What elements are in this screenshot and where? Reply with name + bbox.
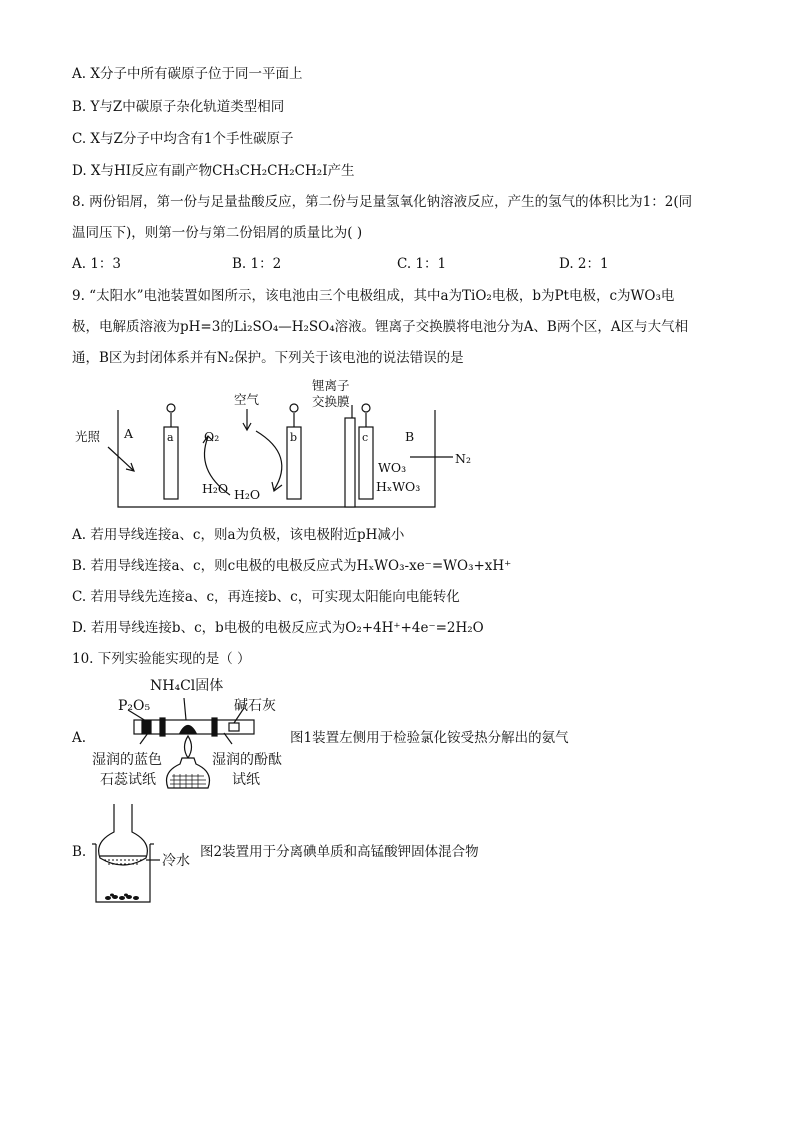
label-n2: N₂ (455, 451, 471, 466)
label-hxwo3: HₓWO₃ (376, 479, 421, 494)
figure-1-nh4cl-apparatus (84, 672, 284, 802)
label-electrode-c: c (362, 431, 369, 444)
q10-option-b-letter: B. (72, 844, 87, 860)
label-light: 光照 (75, 429, 101, 444)
q8-option-c: C. 1：1 (397, 256, 447, 272)
label-electrode-b: b (290, 431, 298, 444)
alcohol-lamp (167, 758, 210, 788)
label-zone-a: A (124, 426, 134, 441)
flame (185, 736, 192, 758)
nh4cl-pointer (184, 698, 186, 720)
q8-option-b: B. 1：2 (232, 256, 282, 272)
label-wo3: WO₃ (378, 460, 407, 475)
cycle-arrow-right-head (272, 482, 282, 491)
label-blue-paper-1: 湿润的蓝色 (92, 752, 162, 768)
q8-stem-line1: 8. 两份铝屑，第一份与足量盐酸反应，第二份与足量氢氧化钠溶液反应，产生的氢气的体积比为1：2(同 (72, 194, 693, 210)
q9-stem-line1: 9. “太阳水”电池装置如图所示，该电池由三个电极组成，其中a为TiO₂电极，b为Pt电极，c为WO₃电 (72, 288, 675, 304)
sodalime-plug (229, 723, 239, 731)
q7-option-a: A. X分子中所有碳原子位于同一平面上 (72, 66, 303, 82)
q9-option-c: C. 若用导线先连接a、c，再连接b、c，可实现太阳能向电能转化 (72, 589, 460, 605)
q10-option-a-desc: 图1装置左侧用于检验氯化铵受热分解出的氨气 (290, 730, 569, 746)
label-membrane-1: 锂离子 (312, 378, 350, 393)
electrode-b-terminal (290, 404, 298, 412)
figure-2-sublimation-apparatus (90, 802, 200, 906)
label-zone-b: B (405, 429, 415, 444)
q8-stem-line2: 温同压下)，则第一份与第二份铝屑的质量比为( ) (72, 225, 363, 241)
phenol-paper-pointer (224, 733, 232, 744)
label-p2o5: P₂O₅ (118, 698, 151, 714)
q9-stem-line2: 极，电解质溶液为pH=3的Li₂SO₄—H₂SO₄溶液。锂离子交换膜将电池分为A、B两个区，A区与大气相 (72, 319, 689, 335)
label-h2o-2: H₂O (234, 487, 261, 502)
q10-option-b-desc: 图2装置用于分离碘单质和高锰酸钾固体混合物 (200, 844, 479, 860)
light-arrow (108, 447, 134, 471)
label-blue-paper-2: 石蕊试纸 (100, 772, 156, 788)
electrode-c-terminal (362, 404, 370, 412)
li-ion-exchange-membrane (345, 418, 355, 507)
label-sodalime: 碱石灰 (234, 698, 276, 714)
label-phenol-paper-1: 湿润的酚酞 (212, 752, 282, 768)
label-nh4cl: NH₄Cl固体 (150, 678, 224, 694)
solar-water-cell-diagram (60, 375, 490, 520)
electrode-a-terminal (167, 404, 175, 412)
label-h2o-1: H₂O (202, 481, 229, 496)
right-divider (212, 718, 217, 736)
q7-option-c: C. X与Z分子中均含有1个手性碳原子 (72, 131, 294, 147)
p2o5-plug (142, 721, 151, 733)
q7-option-d: D. X与HI反应有副产物CH₃CH₂CH₂CH₂I产生 (72, 163, 355, 179)
solid-mixture (105, 894, 139, 901)
cycle-arrow-right (256, 431, 282, 490)
q8-options (72, 254, 712, 274)
q9-stem-line3: 通，B区为封闭体系并有N₂保护。下列关于该电池的说法错误的是 (72, 350, 464, 366)
label-o2: O₂ (204, 429, 220, 444)
label-membrane-2: 交换膜 (312, 394, 350, 409)
q9-option-a: A. 若用导线连接a、c，则a为负极，该电极附近pH减小 (72, 527, 405, 543)
label-air: 空气 (234, 392, 260, 407)
q10-stem: 10. 下列实验能实现的是（ ） (72, 651, 251, 667)
q9-option-b: B. 若用导线连接a、c，则c电极的电极反应式为HₓWO₃-xe⁻=WO₃+xH⁺ (72, 558, 512, 574)
label-cold-water: 冷水 (162, 853, 190, 869)
label-electrode-a: a (167, 431, 174, 444)
q8-option-d: D. 2：1 (559, 256, 609, 272)
q9-option-d: D. 若用导线连接b、c，b电极的电极反应式为O₂+4H⁺+4e⁻=2H₂O (72, 620, 484, 636)
left-divider (160, 718, 165, 736)
q7-option-b: B. Y与Z中碳原子杂化轨道类型相同 (72, 99, 285, 115)
blue-paper-pointer (140, 733, 148, 744)
label-phenol-paper-2: 试纸 (232, 772, 260, 788)
q8-option-a: A. 1：3 (72, 256, 122, 272)
q10-option-a-letter: A. (72, 730, 87, 746)
